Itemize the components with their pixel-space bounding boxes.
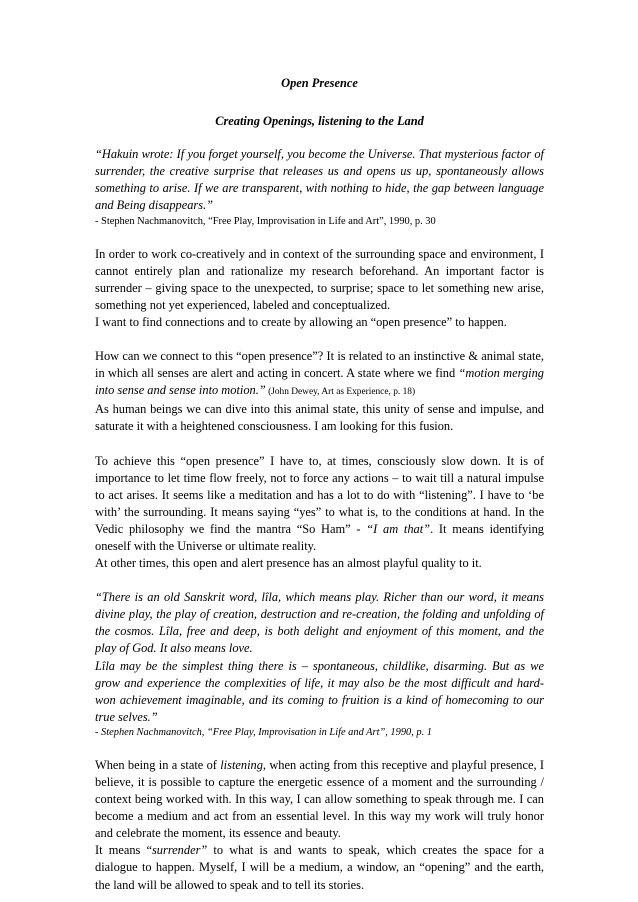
paragraph-fusion: As human beings we can dive into this animal state, this unity of sense and impulse, and saturate it with a heightened consciousness. I am looking for this fusion. (95, 402, 544, 434)
paragraph-text: . It means identifying oneself with the Universe or ultimate reality. (95, 521, 544, 553)
listening-emphasis: listening (220, 757, 263, 772)
paragraph-playful: At other times, this open and alert presence has an almost playful quality to it. (95, 556, 482, 571)
quote-citation: - Stephen Nachmanovitch, “Free Play, Improvisation in Life and Art”, 1990, p. 1 (95, 726, 432, 738)
page-title: Open Presence (281, 76, 358, 90)
document-page (95, 75, 544, 894)
paragraph-text: , when acting from this receptive and playful presence, I believe, it is possible to capture the energetic essence of a moment and the surrounding / context being worked with. In this way, I can allow something to speak through me. I can become a medium and act from an essential level. In this way my work will truly honor and celebrate the moment, its essence and beauty. (95, 757, 544, 841)
page-subtitle: Creating Openings, listening to the Land (215, 114, 424, 129)
paragraph-listening (95, 757, 544, 842)
dewey-reference: (John Dewey, Art as Experience, p. 18) (265, 387, 416, 398)
paragraph-text: When being in a state of (95, 757, 221, 772)
mantra-text: “I am that” (366, 521, 431, 536)
paragraph-surrender (95, 842, 544, 893)
paragraph-text: To achieve this “open presence” I have to, at times, consciously slow down. It is of importance to let time flow freely, not to force any actions – to wait till a natural impulse to act arises. It seems like a meditation and has a lot to do with “listening”. I have to ‘be with’ the surrounding. It means saying “yes” to what is, to the conditions at hand. In the Vedic philosophy we find the mantra “So Ham” - (95, 453, 544, 536)
paragraph-text: to what is and wants to speak, which creates the space for a dialogue to happen. Myself, I will be a medium, a window, an “opening” and the earth, the land will be allowed to speak and to tell its stories. (95, 843, 544, 892)
paragraph-animal-state (95, 348, 544, 401)
quote-citation: - Stephen Nachmanovitch, “Free Play, Improvisation in Life and Art”, 1990, p. 30 (95, 215, 436, 227)
lila-quote-continued: Lîla may be the simplest thing there is – spontaneous, childlike, disarming. But as we grow and experience the complexities of life, it may also be the most difficult and hard-won achievement imaginable, and its coming to fruition is a kind of homecoming to our true selves.” (95, 658, 544, 724)
paragraph-text: It means “ (95, 843, 152, 858)
lila-quote: “There is an old Sanskrit word, lîla, which means play. Richer than our word, it means divine play, the play of creation, destruction and re-creation, the folding and unfolding of the cosmos. Lîla, free and deep, is both delight and enjoyment of this moment, and the play of God. It also means love. (95, 590, 544, 656)
paragraph-co-creative: In order to work co-creatively and in context of the surrounding space and environment, I cannot entirely plan and rationalize my research beforehand. An important factor is surrender – giving space to the unexpected, to surprise; space to let something new arise, something not yet experienced, labeled and conceptualized. (95, 246, 544, 312)
paragraph-open-presence-line: I want to find connections and to create by allowing an “open presence” to happen. (95, 314, 507, 329)
dewey-quote: “motion merging into sense and sense into motion.” (95, 366, 545, 398)
paragraph-slow-down (95, 453, 544, 556)
surrender-emphasis: surrender” (151, 843, 208, 858)
paragraph-text: How can we connect to this “open presence”? It is related to an instinctive & animal state, in which all senses are alert and acting in concert. A state where we find (95, 349, 544, 381)
hakuin-quote: “Hakuin wrote: If you forget yourself, you become the Universe. That mysterious factor of surrender, the creative surprise that releases us and opens us up, spontaneously allows something to arise. If we are transparent, with nothing to hide, the gap between language and Being disappears.” (95, 147, 544, 213)
